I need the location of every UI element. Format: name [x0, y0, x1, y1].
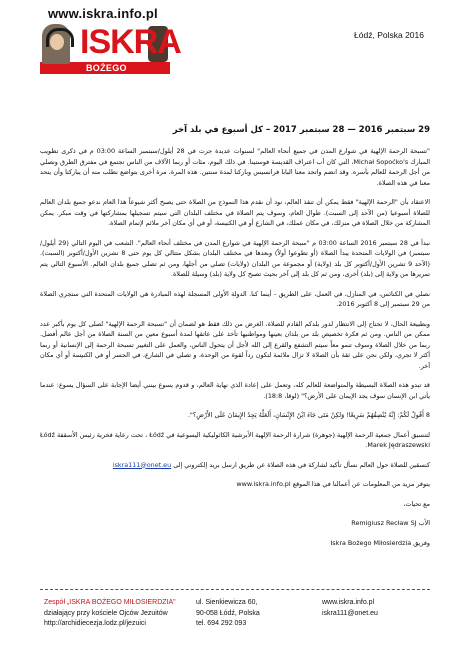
greeting: مع تحيات، — [403, 499, 430, 508]
contact-email-link[interactable]: iskra111@onet.eu — [112, 460, 172, 469]
footer-phone: tel. 694 292 093 — [196, 620, 247, 627]
website-paragraph — [40, 479, 430, 490]
signature-team — [40, 538, 430, 549]
paragraph: قد تبدو هذه الصلاة البسيطة والمتواضعة للعالم كله، وتعمل على إعادة الذي نهاية العالم، و قدوم يسوع بينني أيضا الإجابة على السؤال يسوع: عندما يأتي ابن الإنسان سوف يجد الإيمان على الأرض؟" (لوقا، 18:8). — [40, 381, 430, 400]
paragraph: لتنسيق أعمال جمعية الرحمة الإلهية (جوهرة) شرارة الرحمة الإلهية الأبرشية الكاثوليكية اليسوعية في Łódź ، تحت رعاية فخرية رئيس الأسقفة Łódź Marek Jędraszewski. — [40, 430, 431, 449]
contact-text: كنسقين للصلاة حول العالم نسأل تأكيد لشاركة في هذه الصلاة عن طريق ارسل بريد إلكتروني إلى — [173, 460, 430, 469]
logo-portrait-face — [50, 34, 64, 50]
footer-org-desc: działający przy kościele Ojców Jezuitów — [44, 609, 168, 617]
paragraph: نصلي في الكنائس، في المنازل، في العمل، على الطريق - أينما كنا. الدولة الأولى المسجلة لهذه المبادرة هي الولايات المتحدة التي ستجري الصلاة من 29 سبتمبر إلى 8 أكتوبر 2016. — [40, 289, 430, 308]
paragraph: الاعتقاد بأن "الرحمة الإلهية" فقط يمكن أن تنقذ العالم، نود أن نقدم هذا النموذج من الصلاة حتى يصبح أكثر شيوعاً هذا العام ندعو جميع بلدان العالم للصلاة أسبوعيا (من الآحد إلى السبت). طوال العام، وسوف يتم الصلاة في مختلف البلدان التي سيتم تسجيلها بمشاركتها في وقت مبكر. يمكن المشاركة من خلال الصلاة في منزلك، في مكان عملك، في الشارع أو في الكنيسة، أو في أي مكان آخر ملائم لإتمام الصلاة. — [40, 198, 430, 227]
letter-heading: 29 سبتمبر 2016 — 28 سبتمبر 2017 – كل أسبوع في بلد آخر — [172, 125, 430, 135]
footer-email[interactable]: iskra111@onet.eu — [322, 609, 378, 617]
website-text: يتوفر مزيد من المعلومات عن أعمالنا في هذا الموقع — [292, 480, 430, 488]
footer-website[interactable]: www.iskra.info.pl — [322, 599, 375, 606]
priest-name: Remigiusz Recław SJ — [351, 519, 417, 527]
website-link[interactable]: www.iskra.info.pl — [236, 480, 291, 488]
logo-portrait-left — [42, 24, 70, 64]
site-url[interactable]: www.iskra.info.pl — [48, 6, 158, 21]
paragraph: نبدأ في 28 سبتمبر 2016 الساعة 03:00 م "سبحة الرحمة الإلهية في شوارع المدن في مختلف أنحاء العالم". الشعب في اليوم التالي (29 أيلول/سبتمبر) في الولايات المتحدة يبدأ الصلاة (أو تطوعوا أولاً) وبعدها في مختلف البلدان بشكل متتالي كل يوم حتى 8 تشرين الأول/أكتوبر (السبت). (الآحد 9 تشرين الأول/أكتوبر كل بلد (ولاية) أو مجموعة من البلدان (ولايات) تصلي من أجلها، ومن ثم تصلي جميع بلدان العالم. الأسبوع التالي يتم تمريرها من ولاية إلى (بلد) أخرى، ومن ثم كل بلد إلى آخر بحيث تصبح كل ولاية (بلد) وسيلة للصلاة. — [40, 238, 430, 278]
footer-city: 90-058 Łódź, Polska — [196, 609, 260, 617]
paragraph: وبطبيعة الحال، لا تحتاج إلى الانتظار لدور بلدكم القادم للصلاة، الغرض من ذلك فقط هو لضمان أن "تسبحة الرحمة الإلهية" تُصلى كل يوم بأكبر عدد ممكن من الناس. ومن ثم فكرة تخصيص بلد من بلدان بعينها ومواطنيها تأخذ على عاتقها لمدة أسبوع معين من السنة الصلاة من أجل عالم أفضل. ربما من خلال الصلاة وسوف تنمو معاً سيتم التشفع والقرع إلى الله لأجل أن يتحول الناس، والعمل على التغيير تسبحة الرحمة إلى الإنسانية أو ربما أكثر لا تجري، ولكن نحن على ثقة بأن الصلاة لا تزال ملائمة لتكون رداً لقوة من الوحدة، و تصلي في الشارع، في الجسر أو في الكنيسة أو أي مكان آخر. — [40, 319, 430, 370]
signature-priest — [40, 518, 430, 529]
letter-body — [40, 124, 430, 557]
footer-org-link[interactable]: http://archidiecezja.lodz.pl/jezuici — [44, 620, 146, 627]
footer-org-name: Zespół „ISKRA BOŻEGO MIŁOSIERDZIA" — [44, 599, 176, 606]
footer-street: ul. Sienkiewicza 60, — [196, 599, 258, 606]
contact-paragraph — [40, 460, 430, 471]
logo-subtitle: BOŻEGO MIŁOSIERDZIA — [86, 63, 155, 83]
footer-col-org — [44, 598, 176, 630]
logo-title: ISKRA — [80, 23, 181, 61]
team-label: وفريق — [413, 538, 430, 547]
footer-divider — [40, 589, 430, 590]
team-name: Iskra Bożego Miłosierdzia — [330, 538, 412, 547]
footer-col-web — [322, 598, 378, 619]
footer-col-address — [196, 598, 260, 630]
paragraph: "تسبحة الرحمة الإلهية في شوارع المدن في جميع أنحاء العالم" لسنوات عديدة جرت في 28 أيلول/سبتمبر الساعة 03:00 م في ذكرى تطويب المبارك Michał Sopoćko's، التي كان أب اعتراف القديسة فوستينا. في ذلك اليوم، مئات أو ربما الآلاف من الناس تجتمع في مفترق الطرق وتصلي من أجل الرحمة للعالم بأسره. وقد انضم واتحد معنا البابا فرانسيس وباركنا لمدة سنتين. هذه المرة، مرة أخرى بتواضع نطلب منه أن يباركنا وأن يتحد معنا في هذه الصلاة. — [40, 147, 430, 187]
scripture-quote: 8 أَقُولُ لَكُمْ: إِنَّهُ يُنْصِفُهُمْ سَرِيعًا! وَلكِنْ مَتَى جَاءَ ابْنُ الإِنْسَانِ، أَلَعَلَّهُ يَجِدُ الإِيمَانَ عَلَى الأَرْضِ؟". — [187, 411, 430, 419]
father-label: الأب — [418, 519, 430, 527]
iskra-logo — [40, 23, 181, 83]
date-place: Łódź, Polska 2016 — [354, 30, 424, 40]
